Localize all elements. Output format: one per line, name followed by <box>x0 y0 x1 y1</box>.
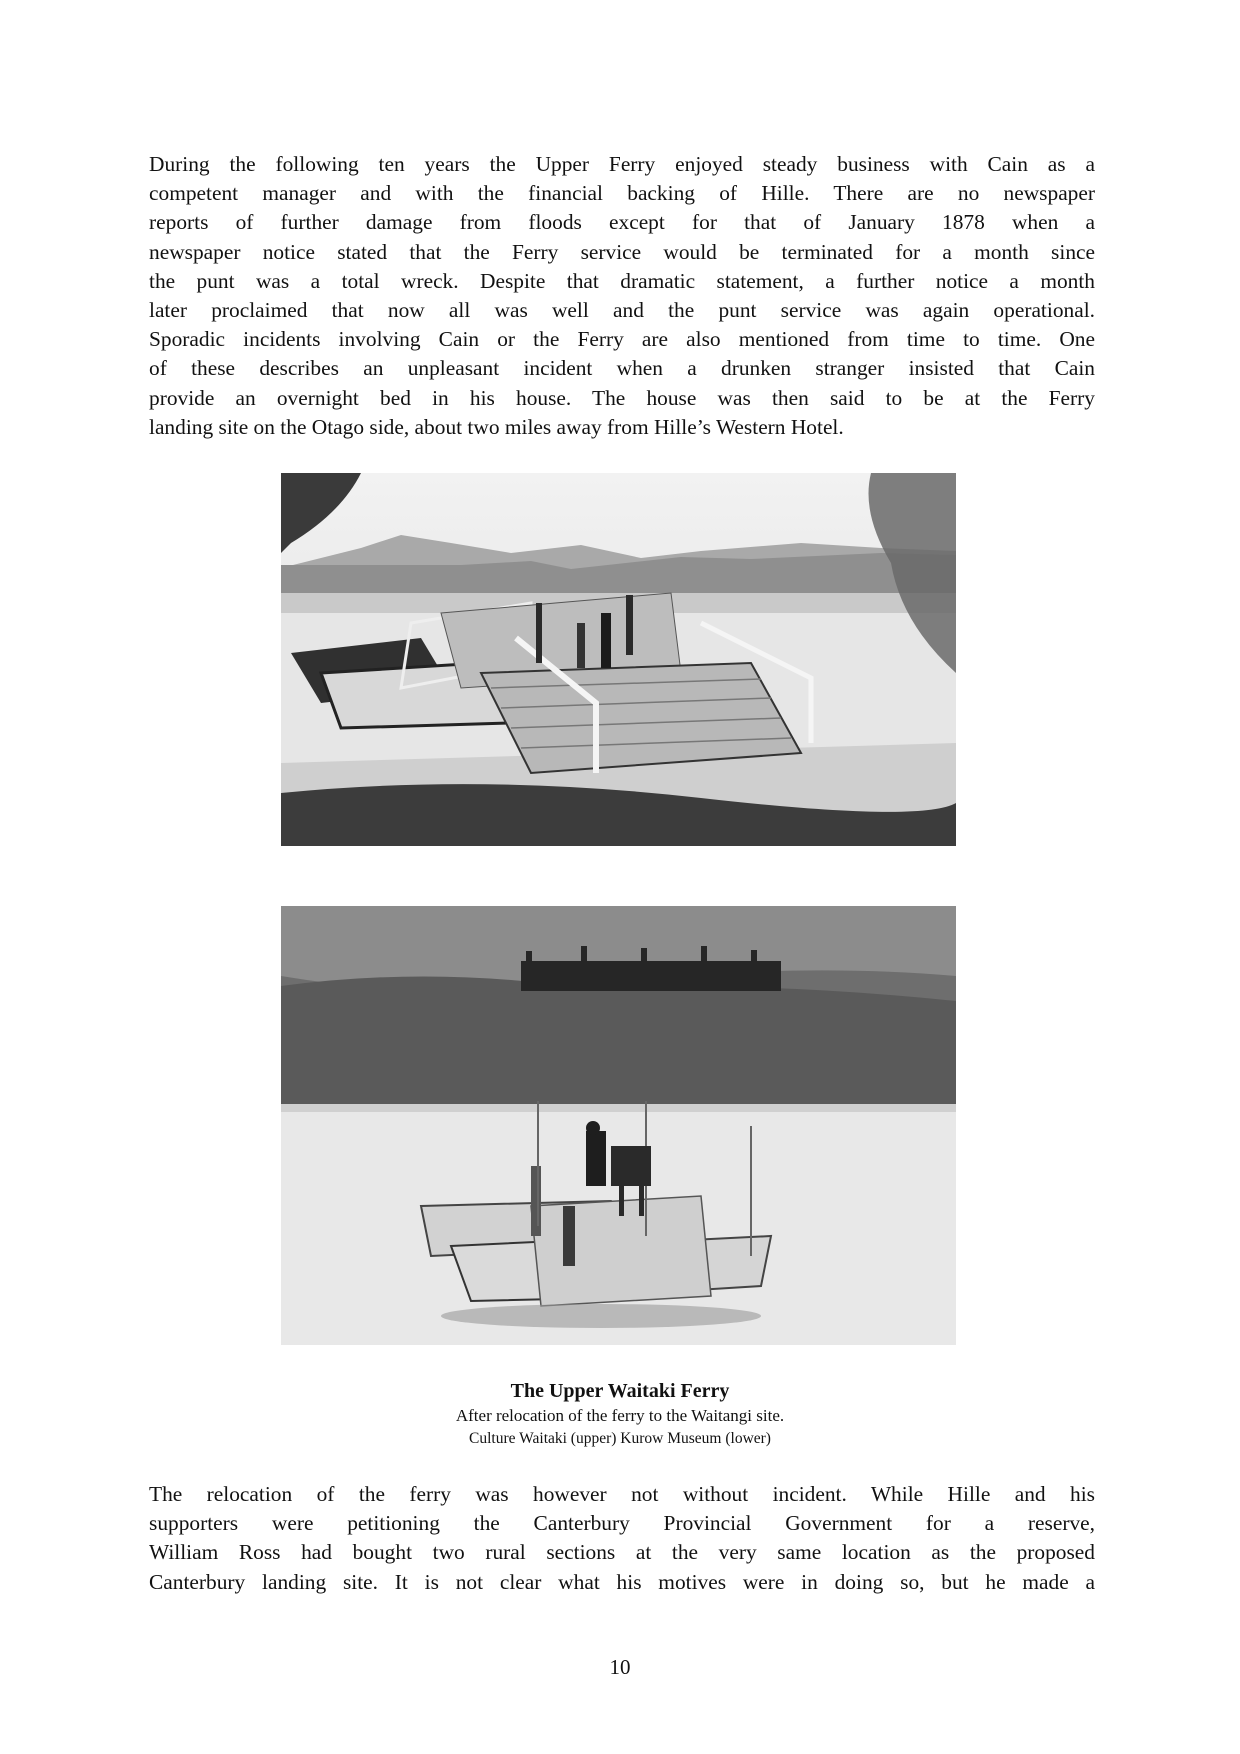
lower-ferry-photo <box>281 906 956 1345</box>
body-paragraph-2 <box>149 1480 1095 1597</box>
text-line: The relocation of the ferry was however not without incident. While Hille and his <box>149 1482 1095 1506</box>
text-line: reports of further damage from floods except for that of January 1878 when a <box>149 210 1095 235</box>
ferry-crossing-image-icon <box>281 906 956 1345</box>
text-line: newspaper notice stated that the Ferry service would be terminated for a month since <box>149 239 1095 264</box>
figure-caption-title: The Upper Waitaki Ferry <box>510 1380 730 1402</box>
text-line: Canterbury landing site. It is not clear what his motives were in doing so, but he made a <box>149 1569 1095 1594</box>
figure-caption-subtitle: After relocation of the ferry to the Waitangi site. <box>455 1406 785 1425</box>
figure-caption-source: Culture Waitaki (upper) Kurow Museum (lower) <box>469 1430 771 1447</box>
text-line: provide an overnight bed in his house. The house was then said to be at the Ferry <box>149 385 1095 410</box>
page-number: 10 <box>609 1655 631 1679</box>
text-line: landing site on the Otago side, about two miles away from Hille’s Western Hotel. <box>149 414 844 439</box>
text-line: supporters were petitioning the Canterbury Provincial Government for a reserve, <box>149 1511 1095 1536</box>
text-line: William Ross had bought two rural sections at the very same location as the proposed <box>149 1540 1095 1565</box>
text-line: During the following ten years the Upper Ferry enjoyed steady business with Cain as a <box>149 152 1095 176</box>
text-line: Sporadic incidents involving Cain or the Ferry are also mentioned from time to time. One <box>149 327 1095 352</box>
text-line: later proclaimed that now all was well and the punt service was again operational. <box>149 298 1095 323</box>
text-line: the punt was a total wreck. Despite that dramatic statement, a further notice a month <box>149 268 1095 293</box>
ferry-landing-image-icon <box>281 473 956 846</box>
upper-ferry-photo <box>281 473 956 846</box>
text-line: of these describes an unpleasant incident when a drunken stranger insisted that Cain <box>149 356 1095 381</box>
text-line: competent manager and with the financial backing of Hille. There are no newspaper <box>149 181 1095 206</box>
body-paragraph-1 <box>149 150 1095 442</box>
